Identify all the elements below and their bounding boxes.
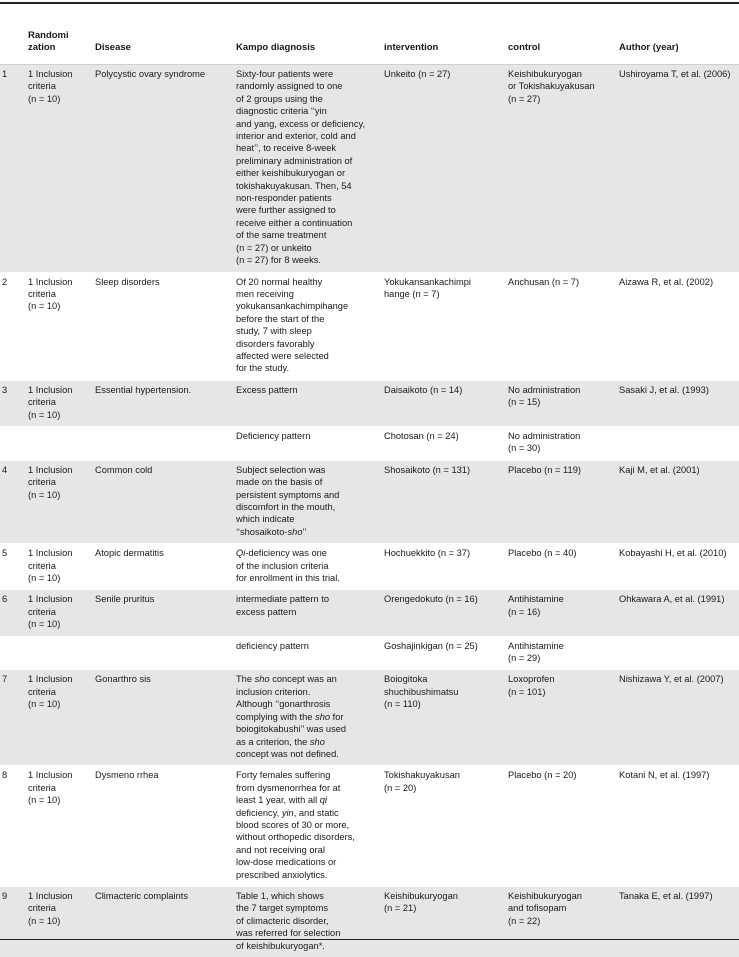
randomization-cell: 1 Inclusion criteria (n = 10) [28,544,95,590]
randomization-cell: 1 Inclusion criteria (n = 10) [28,670,95,766]
row-number: 5 [0,544,28,590]
randomization-cell [28,636,95,670]
disease-cell: Atopic dermatitis [95,544,236,590]
italic-term: yin [282,808,294,818]
table-row [0,272,739,380]
header-cell-number [0,24,28,65]
row-number: 8 [0,766,28,887]
randomization-cell: 1 Inclusion criteria (n = 10) [28,886,95,957]
intervention-cell: Orengedokuto (n = 16) [384,590,508,636]
row-number: 9 [0,886,28,957]
randomization-cell: 1 Inclusion criteria (n = 10) [28,460,95,543]
row-number: 2 [0,272,28,380]
author-year-cell: Nishizawa Y, et al. (2007) [619,670,739,766]
disease-cell: Gonarthro sis [95,670,236,766]
disease-cell: Common cold [95,460,236,543]
randomization-cell: 1 Inclusion criteria (n = 10) [28,380,95,426]
randomization-cell: 1 Inclusion criteria (n = 10) [28,590,95,636]
randomization-cell [28,426,95,460]
control-cell: Keishibukuryogan or Tokishakuyakusan (n = 27) [508,65,619,273]
header-row [0,24,739,65]
row-number: 6 [0,590,28,636]
author-year-cell: Kotani N, et al. (1997) [619,766,739,887]
row-number: 7 [0,670,28,766]
control-cell: Anchusan (n = 7) [508,272,619,380]
kampo-diagnosis-cell: Table 1, which shows the 7 target symptoms of climacteric disorder, was referred for selection of keishibukuryogan*. [236,886,384,957]
kampo-diagnosis-cell: deficiency pattern [236,636,384,670]
kampo-diagnosis-cell: Of 20 normal healthy men receiving yokukansankachimpihange before the start of the study, 7 with sleep disorders favorably affected were selected for the study. [236,272,384,380]
table-row [0,426,739,460]
table-row [0,460,739,543]
italic-term: Qi [236,548,245,558]
disease-cell [95,636,236,670]
author-year-cell: Ohkawara A, et al. (1991) [619,590,739,636]
studies-table [0,24,739,957]
intervention-cell: Yokukansankachimpi hange (n = 7) [384,272,508,380]
randomization-cell: 1 Inclusion criteria (n = 10) [28,272,95,380]
control-cell: Antihistamine (n = 29) [508,636,619,670]
kampo-diagnosis-cell: Deficiency pattern [236,426,384,460]
randomization-cell: 1 Inclusion criteria (n = 10) [28,65,95,273]
disease-cell: Dysmeno rrhea [95,766,236,887]
disease-cell: Senile pruritus [95,590,236,636]
disease-cell: Climacteric complaints [95,886,236,957]
bottom-rule [0,939,739,940]
intervention-cell: Keishibukuryogan (n = 21) [384,886,508,957]
table-row [0,636,739,670]
intervention-cell: Shosaikoto (n = 131) [384,460,508,543]
kampo-diagnosis-cell: The sho concept was an inclusion criterion. Although ‘‘gonarthrosis complying with the sho for boiogitokabushi’’ was used as a criterion, the sho concept was not defined. [236,670,384,766]
disease-cell [95,426,236,460]
row-number: 1 [0,65,28,273]
table-row [0,886,739,957]
control-cell: Placebo (n = 20) [508,766,619,887]
table-row [0,65,739,273]
intervention-cell: Daisaikoto (n = 14) [384,380,508,426]
control-cell: No administration (n = 15) [508,380,619,426]
author-year-cell: Sasaki J, et al. (1993) [619,380,739,426]
randomization-cell: 1 Inclusion criteria (n = 10) [28,766,95,887]
author-year-cell: Tanaka E, et al. (1997) [619,886,739,957]
author-year-cell: Kobayashi H, et al. (2010) [619,544,739,590]
italic-term: sho [255,674,270,684]
author-year-cell: Ushiroyama T, et al. (2006) [619,65,739,273]
table-row [0,670,739,766]
kampo-diagnosis-cell: intermediate pattern to excess pattern [236,590,384,636]
control-cell: Placebo (n = 40) [508,544,619,590]
header-cell-kampo-diagnosis: Kampo diagnosis [236,24,384,65]
intervention-cell: Goshajinkigan (n = 25) [384,636,508,670]
kampo-diagnosis-cell: Forty females suffering from dysmenorrhea for at least 1 year, with all qi deficiency, yin, and static blood scores of 30 or more, without orthopedic disorders, and not receiving oral low-dose medications or prescribed anxiolytics. [236,766,384,887]
row-number [0,636,28,670]
control-cell: Loxoprofen (n = 101) [508,670,619,766]
header-cell-author-year: Author (year) [619,24,739,65]
table-row [0,380,739,426]
disease-cell: Sleep disorders [95,272,236,380]
header-cell-randomization: Randomi zation [28,24,95,65]
table-row [0,590,739,636]
table-body [0,65,739,957]
kampo-diagnosis-cell: Subject selection was made on the basis of persistent symptoms and discomfort in the mouth, which indicate ‘‘shosaikoto-sho’’ [236,460,384,543]
control-cell: No administration (n = 30) [508,426,619,460]
kampo-diagnosis-cell: Sixty-four patients were randomly assigned to one of 2 groups using the diagnostic criteria ‘‘yin and yang, excess or deficiency, interior and exterior, cold and heat’’, to receive 8-week preliminary administration of either keishibukuryogan or tokishakuyakusan. Then, 54 non-responder patients were further assigned to receive either a continuation of the same treatment (n = 27) or unkeito (n = 27) for 8 weeks. [236,65,384,273]
header-cell-control: control [508,24,619,65]
top-rule [0,2,739,4]
table-row [0,766,739,887]
author-year-cell [619,426,739,460]
control-cell: Keishibukuryogan and tofisopam (n = 22) [508,886,619,957]
author-year-cell: Kaji M, et al. (2001) [619,460,739,543]
row-number: 4 [0,460,28,543]
italic-term: sho [288,527,303,537]
header-cell-intervention: intervention [384,24,508,65]
disease-cell: Polycystic ovary syndrome [95,65,236,273]
control-cell: Placebo (n = 119) [508,460,619,543]
table-row [0,544,739,590]
italic-term: sho [315,712,330,722]
intervention-cell: Tokishakuyakusan (n = 20) [384,766,508,887]
row-number: 3 [0,380,28,426]
author-year-cell: Aizawa R, et al. (2002) [619,272,739,380]
italic-term: qi [320,795,327,805]
intervention-cell: Unkeito (n = 27) [384,65,508,273]
intervention-cell: Boiogitoka shuchibushimatsu (n = 110) [384,670,508,766]
kampo-diagnosis-cell: Qi-deficiency was one of the inclusion criteria for enrollment in this trial. [236,544,384,590]
intervention-cell: Chotosan (n = 24) [384,426,508,460]
header-cell-disease: Disease [95,24,236,65]
intervention-cell: Hochuekkito (n = 37) [384,544,508,590]
row-number [0,426,28,460]
kampo-diagnosis-cell: Excess pattern [236,380,384,426]
italic-term: sho [310,737,325,747]
control-cell: Antihistamine (n = 16) [508,590,619,636]
disease-cell: Essential hypertension. [95,380,236,426]
author-year-cell [619,636,739,670]
